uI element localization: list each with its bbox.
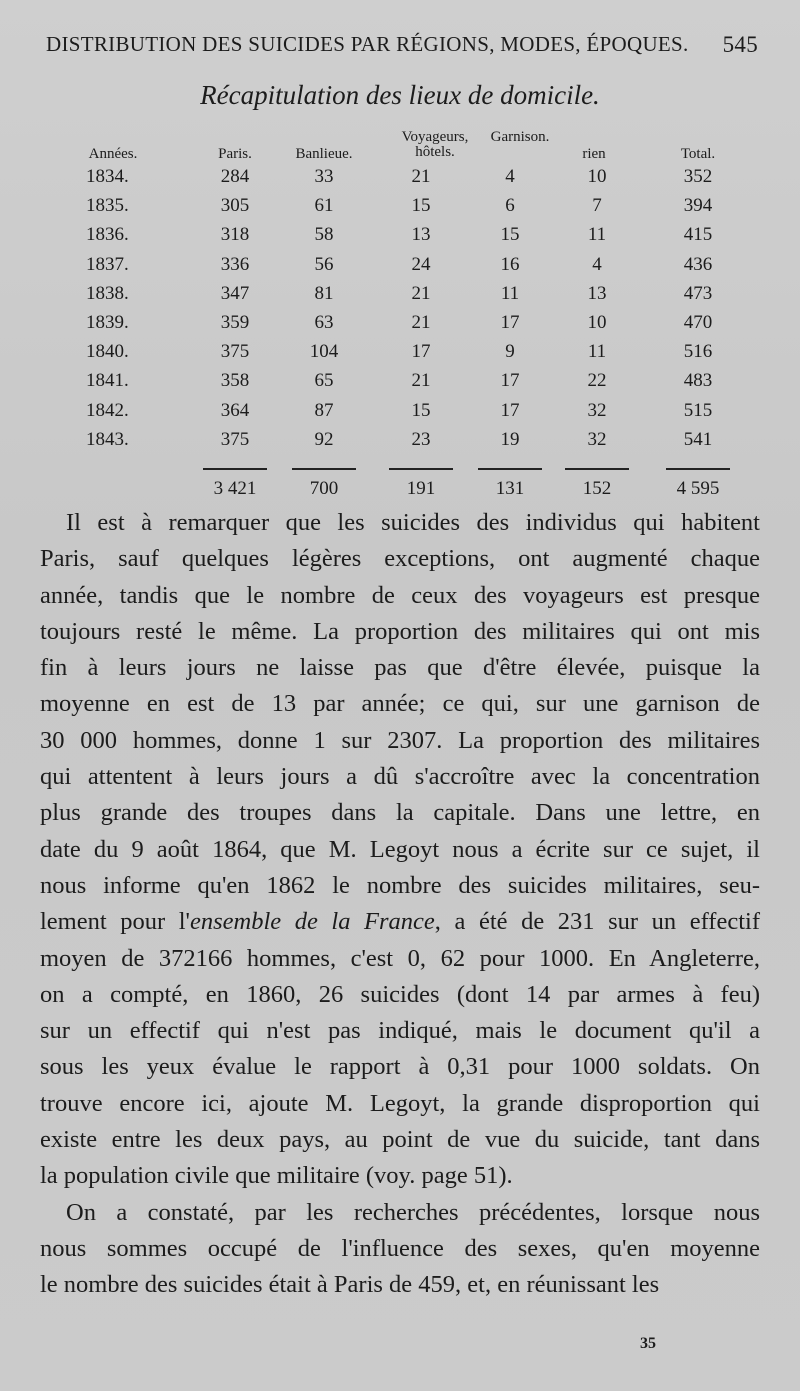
page-number: 545	[722, 32, 758, 57]
table-cell: 13	[411, 224, 431, 246]
table-cell: 11	[587, 224, 607, 246]
row-year: 1843.	[86, 428, 129, 450]
table-cell: 32	[587, 399, 607, 421]
table-cell: 22	[587, 370, 607, 392]
table-cell: 394	[683, 195, 713, 217]
text-line	[40, 1231, 760, 1267]
text-line	[40, 1158, 760, 1194]
text-fragment: plus grande des troupes dans la capitale. Dans une lettre, en	[40, 799, 760, 827]
table-cell: 15	[500, 224, 520, 246]
column-header-garnison: Garnison.	[490, 129, 550, 145]
table-cell: 21	[411, 312, 431, 333]
column-header-rien: rien	[582, 146, 606, 162]
row-year: 1840.	[86, 341, 129, 363]
table-cell: 10	[587, 312, 607, 333]
column-header-paris: Paris.	[218, 146, 252, 162]
text-line	[40, 1267, 760, 1303]
table-cell: 4	[592, 253, 602, 275]
column-total: 152	[582, 478, 612, 499]
text-fragment: fin à leurs jours ne laisse pas que d'être élevée, puisque la	[40, 654, 760, 682]
row-year: 1842.	[86, 399, 129, 421]
text-line	[40, 614, 760, 650]
column-total: 191	[406, 478, 436, 499]
text-fragment: on a compté, en 1860, 26 suicides (dont 14 par armes à feu)	[40, 980, 760, 1008]
table-cell: 336	[220, 253, 250, 275]
table-cell: 515	[683, 399, 713, 421]
text-fragment: On a constaté, par les recherches précédentes, lorsque nous	[66, 1198, 760, 1226]
signature-mark: 35	[640, 1335, 656, 1352]
text-line	[40, 578, 760, 614]
table-cell: 516	[683, 341, 713, 363]
table-cell: 9	[505, 341, 515, 363]
table-cell: 15	[411, 195, 431, 217]
text-fragment: nous informe qu'en 1862 le nombre des suicides militaires, seu-	[40, 871, 760, 899]
text-fragment: la population civile que militaire (voy. page 51).	[40, 1162, 513, 1190]
text-line	[40, 1195, 760, 1231]
text-fragment: Il est à remarquer que les suicides des individus qui habitent	[66, 509, 760, 536]
table-cell: 15	[411, 399, 431, 421]
table-cell: 10	[587, 166, 607, 187]
text-line	[40, 686, 760, 722]
column-total: 3 421	[213, 478, 257, 499]
table-cell: 19	[500, 428, 520, 450]
text-line	[40, 1122, 760, 1158]
text-line	[40, 650, 760, 686]
table-cell: 305	[220, 195, 250, 217]
text-line	[40, 723, 760, 759]
table-cell: 33	[314, 166, 334, 187]
table-cell: 436	[683, 253, 713, 275]
text-fragment: le nombre des suicides était à Paris de 459, et, en réunissant les	[40, 1271, 660, 1299]
table-cell: 21	[411, 166, 431, 187]
row-year: 1835.	[86, 195, 129, 217]
text-line	[40, 1049, 760, 1085]
row-year: 1838.	[86, 282, 129, 304]
table-cell: 21	[411, 370, 431, 392]
text-fragment: sur un effectif qui n'est pas indiqué, mais le document qu'il a	[40, 1017, 760, 1045]
italic-phrase: ensemble de la France	[189, 908, 435, 936]
table-cell: 6	[505, 195, 515, 217]
total-rule	[292, 468, 356, 470]
table-cell: 21	[411, 282, 431, 304]
text-line	[40, 941, 760, 977]
column-header-banlieue: Banlieue.	[295, 146, 353, 162]
table-cell: 23	[411, 428, 431, 450]
total-rule	[389, 468, 453, 470]
total-rule	[478, 468, 542, 470]
text-line	[40, 1086, 760, 1122]
table-cell: 359	[220, 312, 250, 333]
column-header-total: Total.	[680, 146, 716, 162]
table-cell: 16	[500, 253, 520, 275]
table-cell: 541	[683, 428, 713, 450]
table-cell: 358	[220, 370, 250, 392]
text-line	[40, 832, 760, 868]
table-cell: 32	[587, 428, 607, 450]
text-line	[40, 505, 760, 541]
table-cell: 470	[683, 312, 713, 333]
table-cell: 483	[683, 370, 713, 392]
table-cell: 58	[314, 224, 334, 246]
table-cell: 63	[314, 312, 334, 333]
table-cell: 375	[220, 428, 250, 450]
column-total: 4 595	[676, 478, 720, 499]
column-header-years: Années.	[88, 146, 138, 162]
paragraph	[40, 1195, 760, 1304]
row-year: 1836.	[86, 224, 129, 246]
column-total: 131	[495, 478, 525, 499]
table-cell: 17	[500, 312, 520, 333]
table-cell: 104	[309, 341, 339, 363]
table-cell: 61	[314, 195, 334, 217]
table-cell: 65	[314, 370, 334, 392]
table-cell: 473	[683, 282, 713, 304]
row-year: 1834.	[86, 166, 129, 187]
table-cell: 17	[500, 370, 520, 392]
column-header-voyageurs: Voyageurs, hôtels.	[401, 129, 469, 160]
row-year: 1841.	[86, 370, 129, 392]
table-cell: 13	[587, 282, 607, 304]
table-cell: 56	[314, 253, 334, 275]
text-fragment: moyen de 372166 hommes, c'est 0, 62 pour 1000. En Angleterre,	[40, 944, 760, 972]
table-cell: 17	[500, 399, 520, 421]
table-cell: 352	[683, 166, 713, 187]
table-cell: 284	[220, 166, 250, 187]
text-fragment: , a été de 231 sur un effectif	[434, 908, 760, 936]
text-fragment: moyenne en est de 13 par année; ce qui, sur une garnison de	[40, 690, 760, 718]
text-line	[40, 977, 760, 1013]
text-fragment: existe entre les deux pays, au point de vue du suicide, tant dans	[40, 1126, 760, 1154]
table-cell: 318	[220, 224, 250, 246]
table-cell: 81	[314, 282, 334, 304]
table-cell: 87	[314, 399, 334, 421]
text-fragment: trouve encore ici, ajoute M. Legoyt, la grande disproportion qui	[40, 1089, 760, 1117]
text-fragment: date du 9 août 1864, que M. Legoyt nous a écrite sur ce sujet, il	[40, 835, 760, 863]
table-cell: 4	[505, 166, 515, 187]
text-fragment: qui attentent à leurs jours a dû s'accroître avec la concentration	[40, 763, 760, 791]
text-fragment: 30 000 hommes, donne 1 sur 2307. La proportion des militaires	[40, 726, 760, 754]
total-rule	[666, 468, 730, 470]
body-text	[40, 505, 760, 1304]
table-cell: 347	[220, 282, 250, 304]
table-cell: 364	[220, 399, 250, 421]
text-fragment: lement pour l'	[40, 908, 190, 936]
table-cell: 92	[314, 428, 334, 450]
running-head-title: DISTRIBUTION DES SUICIDES PAR RÉGIONS, MODES, ÉPOQUES.	[46, 32, 689, 56]
total-rule	[565, 468, 629, 470]
row-year: 1837.	[86, 253, 129, 275]
text-fragment: nous sommes occupé de l'influence des sexes, qu'en moyenne	[40, 1234, 760, 1262]
table-cell: 11	[587, 341, 607, 363]
text-line	[40, 1013, 760, 1049]
total-rule	[203, 468, 267, 470]
text-fragment: Paris, sauf quelques légères exceptions, ont augmenté chaque	[40, 545, 760, 573]
table-cell: 17	[411, 341, 431, 363]
table-cell: 415	[683, 224, 713, 246]
text-line	[40, 759, 760, 795]
text-line	[40, 904, 760, 940]
table-cell: 24	[411, 253, 431, 275]
row-year: 1839.	[86, 312, 129, 333]
text-fragment: année, tandis que le nombre de ceux des voyageurs est presque	[40, 581, 760, 609]
statistics-table	[0, 122, 800, 502]
text-fragment: toujours resté le même. La proportion des militaires qui ont mis	[40, 617, 760, 645]
table-title: Récapitulation des lieux de domicile.	[200, 80, 600, 110]
paragraph	[40, 505, 760, 1195]
text-line	[40, 868, 760, 904]
table-cell: 11	[500, 282, 520, 304]
table-cell: 7	[592, 195, 602, 217]
text-fragment: sous les yeux évalue le rapport à 0,31 pour 1000 soldats. On	[40, 1053, 760, 1081]
text-line	[40, 795, 760, 831]
text-line	[40, 541, 760, 577]
column-total: 700	[309, 478, 339, 499]
table-cell: 375	[220, 341, 250, 363]
